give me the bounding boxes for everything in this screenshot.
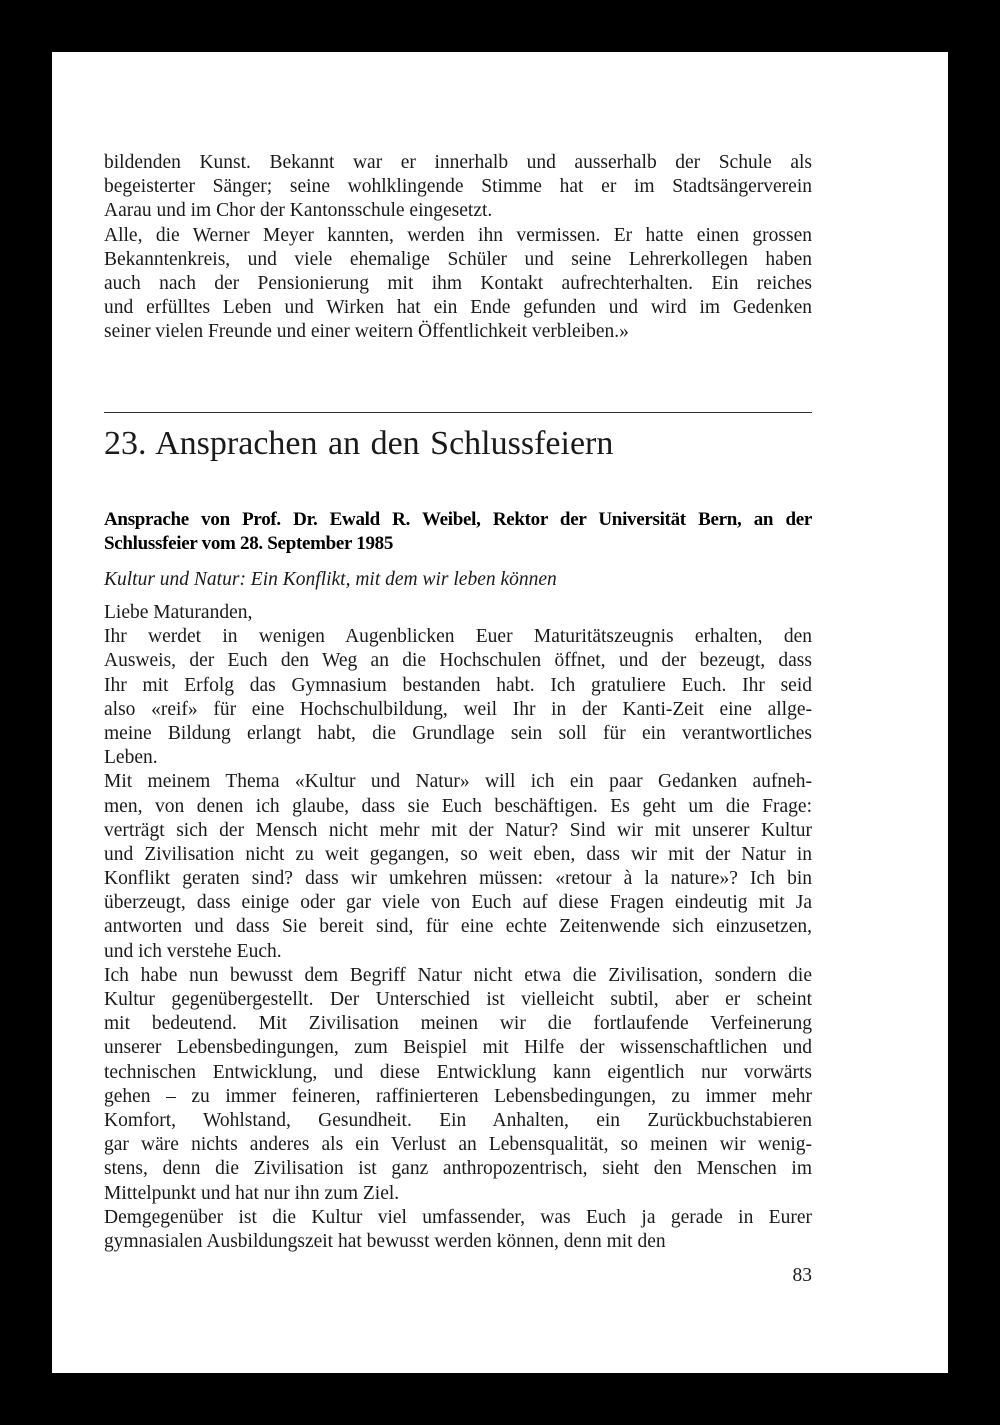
text-line: gymnasialen Ausbildungszeit hat bewusst werden können, denn mit den [104, 1230, 666, 1252]
text-line: auch nach der Pensionierung mit ihm Kontakt aufrechterhalten. Ein reiches [104, 272, 812, 294]
text-line: also «reif» für eine Hochschulbildung, weil Ihr in der Kanti-Zeit eine allge- [104, 698, 812, 720]
text-line: technischen Entwicklung, und diese Entwicklung kann eigentlich nur vorwärts [104, 1061, 812, 1083]
text-line: gar wäre nichts anderes als ein Verlust an Lebensqualität, so meinen wir wenig- [104, 1134, 812, 1156]
text-line: seiner vielen Freunde und einer weitern Öffentlichkeit verbleiben.» [104, 321, 629, 343]
text-line: überzeugt, dass einige oder gar viele von Euch auf diese Fragen eindeutig mit Ja [104, 892, 812, 914]
page-number: 83 [792, 1265, 812, 1286]
text-line: Alle, die Werner Meyer kannten, werden ihn vermissen. Er hatte einen grossen [104, 224, 812, 246]
text-line: Ihr mit Erfolg das Gymnasium bestanden habt. Ich gratuliere Euch. Ihr seid [104, 674, 812, 696]
speech-motto: Kultur und Natur: Ein Konflikt, mit dem wir leben können [104, 569, 557, 590]
text-line: und ich verstehe Euch. [104, 940, 282, 962]
text-line: verträgt sich der Mensch nicht mehr mit der Natur? Sind wir mit unserer Kultur [104, 819, 812, 841]
text-line: gehen – zu immer feineren, raffinierteren Lebensbedingungen, zu immer mehr [104, 1085, 812, 1107]
text-line: Mit meinem Thema «Kultur und Natur» will ich ein paar Gedanken aufneh- [104, 771, 812, 793]
text-line: mit bedeutend. Mit Zivilisation meinen wir die fortlaufende Verfeinerung [104, 1013, 812, 1035]
speech-title-line: Schlussfeier vom 28. September 1985 [104, 533, 394, 555]
speech-title-line: Ansprache von Prof. Dr. Ewald R. Weibel, Rektor der Universität Bern, an der [104, 509, 812, 530]
section-heading: 23. Ansprachen an den Schlussfeiern [104, 425, 614, 462]
text-line: Ich habe nun bewusst dem Begriff Natur nicht etwa die Zivilisation, sondern die [104, 964, 812, 986]
text-line: Ihr werdet in wenigen Augenblicken Euer Maturitätszeugnis erhalten, den [104, 626, 812, 648]
text-line: men, von denen ich glaube, dass sie Euch beschäftigen. Es geht um die Frage: [104, 795, 812, 817]
text-line: Kultur gegenübergestellt. Der Unterschied ist vielleicht subtil, aber er scheint [104, 989, 812, 1010]
speech-title [104, 508, 812, 556]
text-line: Leben. [104, 747, 158, 769]
text-line: Bekanntenkreis, und viele ehemalige Schüler und seine Lehrerkollegen haben [104, 248, 812, 270]
text-line: Konflikt geraten sind? dass wir umkehren müssen: «retour à la nature»? Ich bin [104, 868, 812, 890]
text-line: und Zivilisation nicht zu weit gegangen, so weit eben, dass wir mit der Natur in [104, 843, 812, 865]
text-line: Liebe Maturanden, [104, 602, 253, 623]
text-line: begeisterter Sänger; seine wohlklingende Stimme hat er im Stadtsängerverein [104, 176, 812, 198]
text-line: Ausweis, der Euch den Weg an die Hochschulen öffnet, und der bezeugt, dass [104, 650, 812, 672]
text-line: unserer Lebensbedingungen, zum Beispiel mit Hilfe der wissenschaftlichen und [104, 1037, 812, 1059]
section-divider [104, 412, 812, 413]
text-line: meine Bildung erlangt habt, die Grundlage sein soll für ein verantwortliches [104, 722, 812, 744]
text-line: stens, denn die Zivilisation ist ganz anthropozentrisch, sieht den Menschen im [104, 1158, 812, 1180]
text-line: antworten und dass Sie bereit sind, für eine echte Zeitenwende sich einzusetzen, [104, 916, 812, 938]
document-page [52, 52, 948, 1373]
text-line: und erfülltes Leben und Wirken hat ein Ende gefunden und wird im Gedenken [104, 297, 812, 319]
intro-text [104, 151, 812, 345]
text-line: Demgegenüber ist die Kultur viel umfassender, was Euch ja gerade in Eurer [104, 1206, 812, 1228]
text-line: bildenden Kunst. Bekannt war er innerhalb und ausserhalb der Schule als [104, 152, 812, 173]
text-line: Mittelpunkt und hat nur ihn zum Ziel. [104, 1182, 400, 1204]
speech-text [104, 601, 812, 1254]
text-line: Aarau und im Chor der Kantonsschule eingesetzt. [104, 200, 493, 222]
text-line: Komfort, Wohlstand, Gesundheit. Ein Anhalten, ein Zurückbuchstabieren [104, 1109, 812, 1131]
